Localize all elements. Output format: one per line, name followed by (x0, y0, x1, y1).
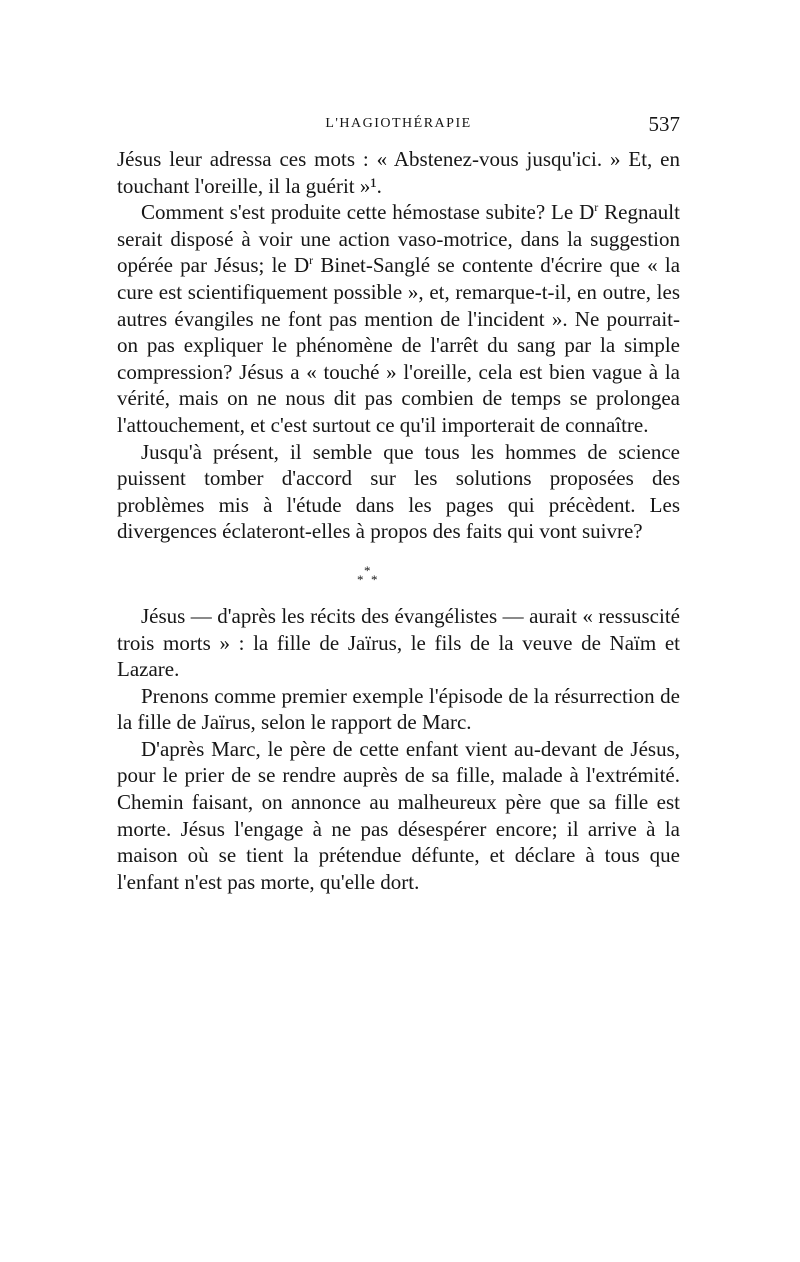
paragraph-6: D'après Marc, le père de cette enfant vient au-devant de Jésus, pour le prier de se rendre auprès de sa fille, malade à l'extrémité. Chemin faisant, on annonce au malheureux père que sa fille est morte. Jésus l'engage à ne pas désespérer encore; il arrive à la maison où se tient la prétendue défunte, et déclare à tous que l'enfant n'est pas morte, qu'elle dort. (117, 736, 680, 894)
asterism-star-right: * (371, 571, 378, 587)
doctor-abbrev-superscript-2: r (309, 253, 314, 268)
paragraph-2-part-2: Regnault serait disposé à voir une action vaso-motrice, dans la suggestion opérée par Jésus; le D (117, 200, 680, 278)
book-page (117, 112, 680, 895)
paragraph-4: Jésus — d'après les récits des évangélistes — aurait « ressuscité trois morts » : la fille de Jaïrus, le fils de la veuve de Naïm et Lazare. (117, 603, 680, 682)
paragraph-3: Jusqu'à présent, il semble que tous les hommes de science puissent tomber d'accord sur les solutions proposées des problèmes mis à l'étude dans les pages qui précèdent. Les divergences éclateront-elles à propos des faits qui vont suivre? (117, 439, 680, 544)
body-text (117, 146, 680, 895)
page-number: 537 (648, 112, 680, 136)
paragraph-2-part-1: Comment s'est produite cette hémostase subite? Le D (141, 200, 595, 225)
asterism-separator (117, 545, 680, 603)
paragraph-2 (117, 199, 680, 438)
doctor-abbrev-superscript-1: r (594, 200, 599, 215)
paragraph-1: Jésus leur adressa ces mots : « Abstenez-vous jusqu'ici. » Et, en touchant l'oreille, il la guérit »¹. (117, 147, 680, 198)
running-title: L'HAGIOTHÉRAPIE (325, 116, 472, 131)
asterism-star-top: * (364, 562, 371, 578)
asterism-star-left: * (357, 571, 364, 587)
running-head (117, 112, 680, 146)
paragraph-5: Prenons comme premier exemple l'épisode de la résurrection de la fille de Jaïrus, selon le rapport de Marc. (117, 683, 680, 735)
paragraph-2-part-3: Binet-Sanglé se contente d'écrire que « la cure est scientifiquement possible », et, remarque-t-il, en outre, les autres évangiles ne font pas mention de l'incident ». Ne pourrait-on pas expliquer le phénomène de l'arrêt du sang par la simple compression? Jésus a « touché » l'oreille, cela est bien vague à la vérité, mais on ne nous dit pas combien de temps se prolongea l'attouchement, et c'est surtout ce qu'il importerait de connaître. (117, 253, 681, 437)
